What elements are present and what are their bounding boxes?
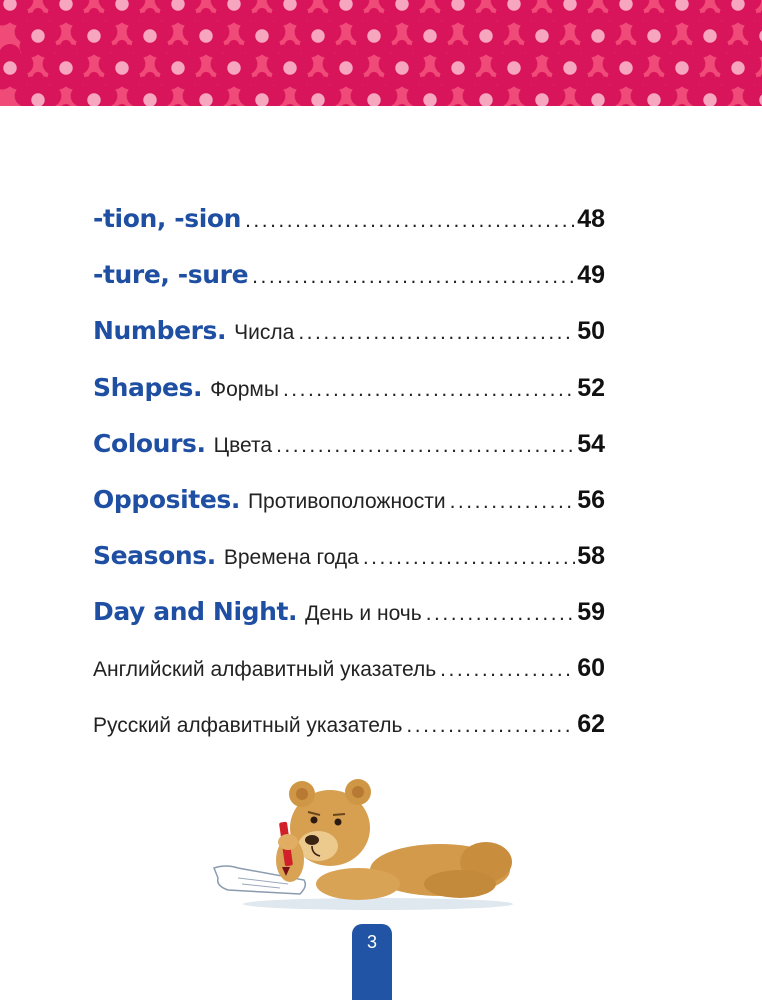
flower-icon [334,104,357,106]
page-number: 3 [366,932,377,952]
toc-entry-title: Day and Night. [93,597,298,627]
flower-icon [726,104,749,106]
toc-entry-title: -tion, -sion [93,204,242,233]
toc-entry-subtitle: Цвета [213,433,273,457]
toc-entry-page: 50 [577,317,605,346]
page-number-tab [352,924,392,1000]
toc-entry-subtitle: Числа [234,321,295,345]
flower-icon [278,104,301,106]
toc-entry-page: 52 [577,373,605,402]
flower-icon [558,104,581,106]
toc-entry-title: -ture, -sure [93,260,249,290]
dot-leader [446,490,576,514]
dot-leader [422,602,575,626]
toc-entry-page: 56 [577,485,605,514]
toc-entry-tion-sion[interactable] [93,204,605,260]
dot-leader [294,321,575,345]
toc-entry-seasons[interactable] [93,541,605,597]
flower-pattern [0,0,762,106]
toc-entry-title: Numbers. [93,316,227,346]
flower-icon [614,104,637,106]
toc-entry-page: 54 [577,429,605,458]
dot-leader [241,209,575,233]
toc-entry-english-index[interactable] [93,654,605,710]
toc-entry-russian-index[interactable] [93,710,605,766]
toc-entry-shapes[interactable] [93,373,605,429]
toc-entry-ture-sure[interactable] [93,260,605,316]
flower-icon [54,104,77,106]
toc-entry-page: 62 [577,709,605,738]
toc-entry-day-and-night[interactable] [93,597,605,653]
toc-entry-subtitle: Времена года [223,546,359,570]
toc-entry-colours[interactable] [93,429,605,485]
toc-entry-opposites[interactable] [93,485,605,541]
flower-icon [670,104,693,106]
dot-leader [272,434,575,458]
toc-entry-title: Seasons. [93,541,216,571]
dot-leader [248,265,575,289]
dot-leader [402,714,575,738]
toc-entry-title: Opposites. [93,484,240,514]
toc-entry-subtitle: Русский алфавитный указатель [93,713,403,737]
flower-icon [446,104,469,106]
dot-leader [359,546,575,570]
flower-icon [390,104,413,106]
dot-leader [436,658,575,682]
toc-entry-subtitle: Английский алфавитный указатель [93,657,437,681]
flower-icon [110,104,133,106]
toc-entry-subtitle: День и ночь [305,602,422,626]
toc-entry-page: 58 [577,542,605,571]
flower-icon [166,104,189,106]
toc-entry-page: 60 [577,653,605,682]
toc-entry-page: 48 [577,205,605,233]
toc-entry-title: Colours. [93,428,206,458]
toc-entry-page: 59 [577,598,605,627]
toc-entry-title: Shapes. [93,372,203,402]
toc-entry-subtitle: Противоположности [247,489,446,513]
teddy-bear-writing-illustration [208,768,520,916]
table-of-contents [93,204,605,766]
flower-icon [502,104,525,106]
floral-header-banner [0,0,762,106]
dot-leader [279,378,575,402]
toc-entry-subtitle: Формы [210,377,279,401]
toc-entry-numbers[interactable] [93,316,605,372]
flower-icon [222,104,245,106]
toc-entry-page: 49 [577,261,605,290]
